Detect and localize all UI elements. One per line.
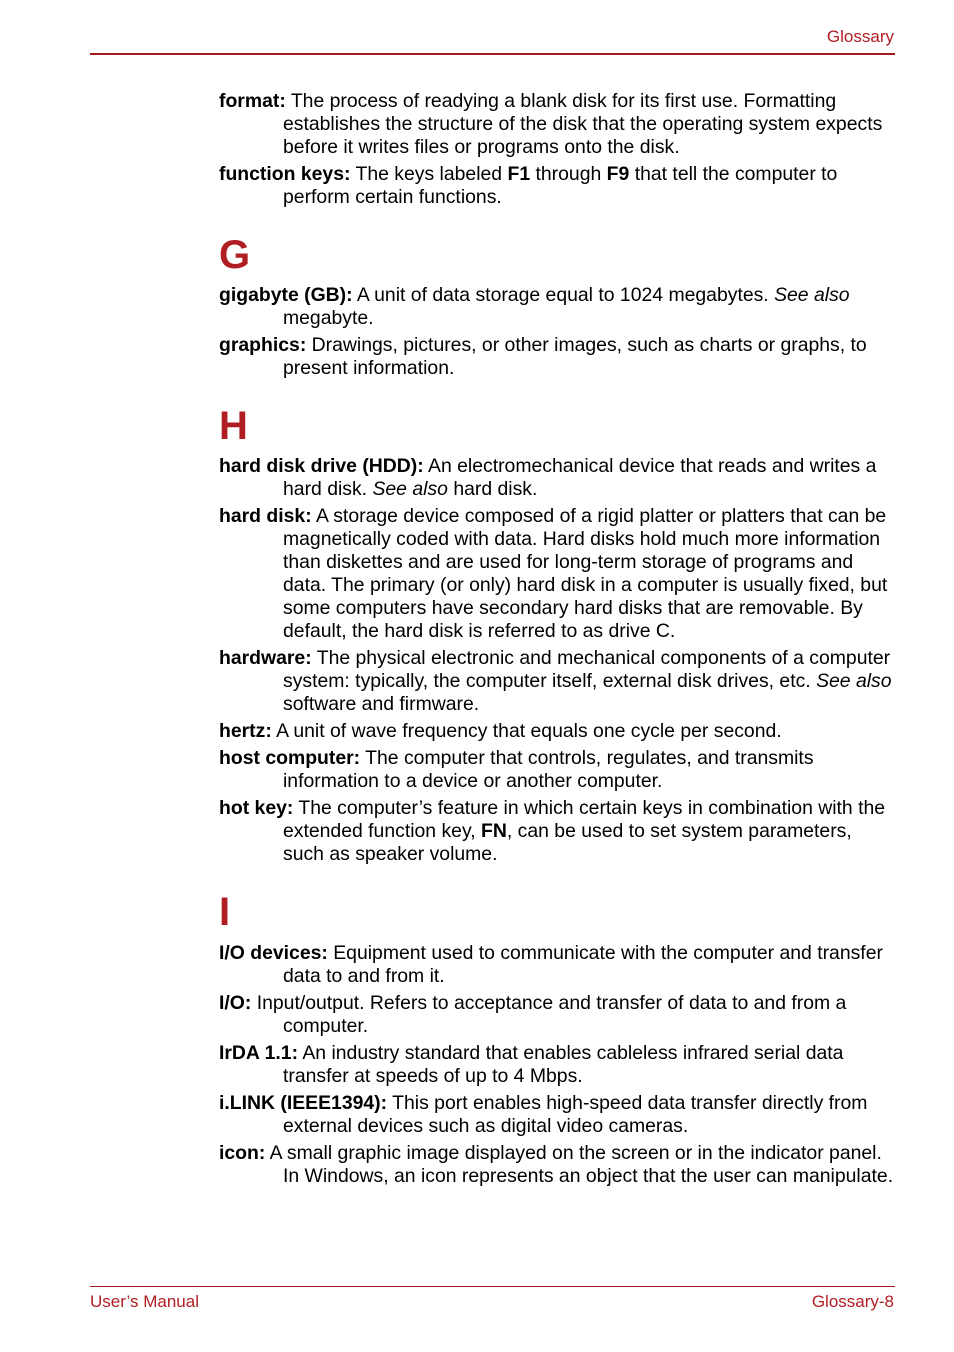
definition-graphics: Drawings, pictures, or other images, such as charts or graphs, to present information. <box>283 334 867 379</box>
glossary-entry-io-devices <box>219 942 895 988</box>
see-also-target: megabyte. <box>283 307 374 329</box>
glossary-entry-format <box>219 90 895 159</box>
definition-hardware: The physical electronic and mechanical components of a computer system: typically, the computer itself, external disk drives, etc. <box>283 647 891 692</box>
definition-text: through <box>530 163 607 185</box>
term-hot-key: hot key: <box>219 797 294 819</box>
footer-rule <box>90 1286 895 1287</box>
see-also-target: software and firmware. <box>283 693 480 715</box>
running-header-title: Glossary <box>826 27 894 46</box>
term-hard-disk: hard disk: <box>219 505 312 527</box>
key-f9: F9 <box>606 163 630 185</box>
header-rule <box>90 53 895 55</box>
definition-irda: An industry standard that enables cableless infrared serial data transfer at speeds of up to 4 Mbps. <box>283 1042 844 1087</box>
definition-io: Input/output. Refers to acceptance and transfer of data to and from a computer. <box>251 992 847 1037</box>
term-host-computer: host computer: <box>219 747 361 769</box>
footer-manual-title: User’s Manual <box>90 1292 199 1311</box>
glossary-entry-hard-disk <box>219 505 895 643</box>
definition-hertz: A unit of wave frequency that equals one cycle per second. <box>271 720 782 742</box>
glossary-entry-ilink <box>219 1092 895 1138</box>
definition-host-computer: The computer that controls, regulates, and transmits information to a device or another computer. <box>283 747 814 792</box>
glossary-entry-graphics <box>219 334 895 380</box>
footer-page-number: Glossary-8 <box>811 1292 894 1311</box>
definition-format: The process of readying a blank disk for its first use. Formatting establishes the structure of the disk that the operating system expects before it writes files or programs onto the disk. <box>283 90 883 158</box>
definition-text: that tell the computer to perform certain functions. <box>283 163 838 208</box>
key-f1: F1 <box>507 163 531 185</box>
glossary-content <box>219 90 895 1192</box>
glossary-entry-io <box>219 992 895 1038</box>
term-graphics: graphics: <box>219 334 307 356</box>
definition-text: The keys labeled <box>350 163 508 185</box>
glossary-entry-hot-key <box>219 797 895 866</box>
definition-text: The computer’s feature in which certain keys in combination with the extended function key, <box>283 797 886 842</box>
key-fn: FN <box>481 820 507 842</box>
term-hertz: hertz: <box>219 720 272 742</box>
term-ilink: i.LINK (IEEE1394): <box>219 1092 388 1114</box>
glossary-entry-gigabyte <box>219 284 895 330</box>
definition-io-devices: Equipment used to communicate with the computer and transfer data to and from it. <box>283 942 883 987</box>
definition-icon: A small graphic image displayed on the screen or in the indicator panel. In Windows, an icon represents an object that the user can manipulate. <box>265 1142 894 1187</box>
glossary-entry-function-keys <box>219 163 895 209</box>
term-gigabyte: gigabyte (GB): <box>219 284 353 306</box>
section-letter-g: G <box>219 233 251 277</box>
see-also: See also <box>774 284 850 306</box>
section-letter-i: I <box>219 890 231 934</box>
glossary-entry-host-computer <box>219 747 895 793</box>
definition-text: , can be used to set system parameters, such as speaker volume. <box>283 820 852 865</box>
term-format: format: <box>219 90 286 112</box>
glossary-entry-hdd <box>219 455 895 501</box>
term-hdd: hard disk drive (HDD): <box>219 455 424 477</box>
definition-hdd: An electromechanical device that reads and writes a hard disk. <box>283 455 877 500</box>
term-irda: IrDA 1.1: <box>219 1042 299 1064</box>
definition-gigabyte: A unit of data storage equal to 1024 megabytes. <box>352 284 775 306</box>
term-io-devices: I/O devices: <box>219 942 328 964</box>
section-letter-h: H <box>219 404 248 448</box>
glossary-entry-irda <box>219 1042 895 1088</box>
see-also-target: hard disk. <box>447 478 538 500</box>
glossary-entry-icon <box>219 1142 895 1188</box>
term-function-keys: function keys: <box>219 163 351 185</box>
definition-ilink: This port enables high-speed data transfer directly from external devices such as digital video cameras. <box>283 1092 868 1137</box>
see-also: See also <box>816 670 892 692</box>
term-hardware: hardware: <box>219 647 312 669</box>
term-icon: icon: <box>219 1142 266 1164</box>
see-also: See also <box>372 478 448 500</box>
glossary-entry-hardware <box>219 647 895 716</box>
definition-hard-disk: A storage device composed of a rigid platter or platters that can be magnetically coded with data. Hard disks hold much more information than diskettes and are used for long-term storage of programs and data. The primary (or only) hard disk in a computer is usually fixed, but some computers have secondary hard disks that are removable. By default, the hard disk is referred to as drive C. <box>283 505 888 642</box>
glossary-entry-hertz <box>219 720 895 743</box>
term-io: I/O: <box>219 992 252 1014</box>
